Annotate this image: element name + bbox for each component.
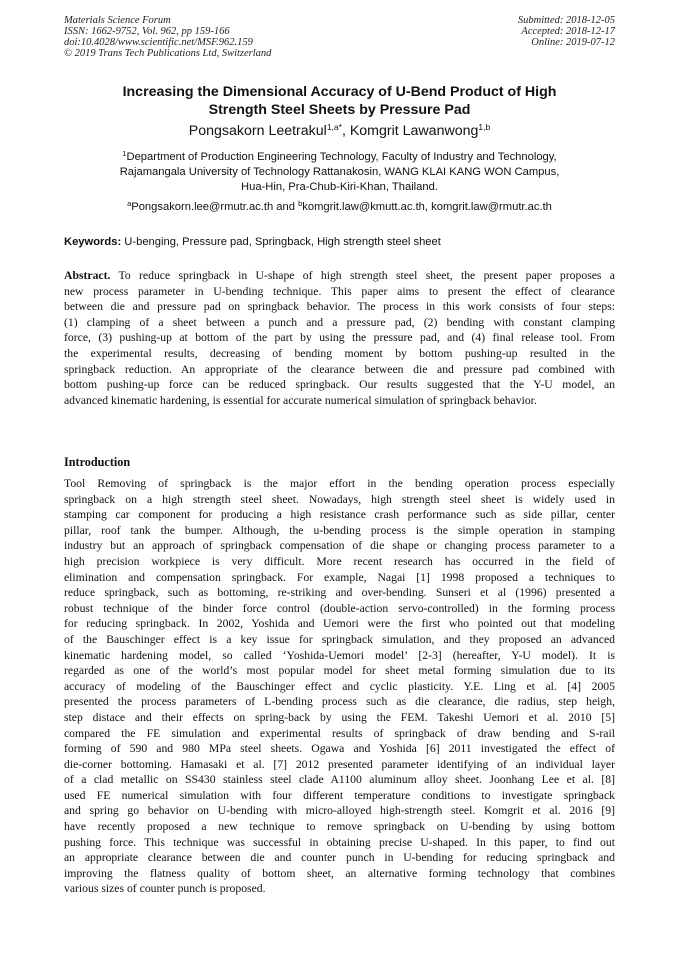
author-list: [64, 122, 615, 140]
paragraph-line: pushing force. This technique was successful in obtaining precise U-shaped. In this paper, to find out: [64, 835, 615, 849]
submission-dates: [518, 15, 615, 48]
affiliation: [64, 150, 615, 195]
abstract-line: [64, 268, 615, 284]
abstract-line-text: To reduce springback in U-shape of high strength steel sheet, the present paper proposes a: [110, 269, 615, 282]
paragraph-line: for reducing springback. In 2002, Yoshida and Uemori were the first who pointed out that modeling: [64, 617, 615, 631]
paragraph-line: accuracy of modeling of the Bauschinger effect and cyclic plasticity. Y.E. Ling et al. [4] 2005: [64, 679, 615, 693]
accepted-date: Accepted: 2018-12-17: [521, 26, 615, 37]
online-date: Online: 2019-07-12: [531, 37, 615, 48]
paragraph-line: have recently proposed a new technique to remove springback on U-bending by using bottom: [64, 820, 615, 834]
abstract-line: advanced kinematic hardening, is essential for accurate numerical simulation of springback behavior.: [64, 393, 537, 407]
journal-issn: ISSN: 1662-9752, Vol. 962, pp 159-166: [64, 26, 230, 37]
paragraph-line: Tool Removing of springback is the major effort in the bending operation process especially: [64, 477, 615, 490]
email-a-marker: a: [127, 199, 132, 208]
email-b-marker: b: [298, 199, 303, 208]
author-1-name: Pongsakorn Leetrakul: [188, 123, 327, 139]
abstract-line: force, (3) pushing-up at bottom of the part by using the pressure pad, and (4) final release tool. From: [64, 331, 615, 345]
paragraph-line: springback on a high strength steel sheet. Nowadays, high strength steel sheet is widely used in: [64, 492, 615, 506]
author-1-affiliation-marker: 1,a*: [326, 122, 342, 132]
email-b: komgrit.law@kmutt.ac.th, komgrit.law@rmutr.ac.th: [302, 201, 552, 213]
keywords: [64, 235, 615, 250]
email-a: Pongsakorn.lee@rmutr.ac.th: [131, 201, 274, 213]
paragraph-line: kinematic hardening model, so called ‘Yoshida-Uemori model’ [2-3] (hereafter, Y-U model). It is: [64, 648, 615, 662]
paragraph-line: improving the flatness quality of bottom sheet, an alternative forming technology that combines: [64, 866, 615, 880]
abstract: [64, 268, 615, 408]
journal-name: Materials Science Forum: [64, 15, 171, 26]
title-line-2: Strength Steel Sheets by Pressure Pad: [208, 102, 471, 118]
introduction-section: [64, 454, 615, 897]
keywords-label: Keywords:: [64, 236, 122, 248]
section-heading: Introduction: [64, 455, 131, 469]
author-2-name: Komgrit Lawanwong: [349, 123, 479, 139]
paragraph-line: of the Bauschinger effect is a key issue for springback simulation, and they proposed an advanced: [64, 632, 615, 646]
affiliation-line-1: [64, 150, 615, 165]
abstract-line: between die and pressure pad on springback behavior. The process in this work consists of four steps:: [64, 300, 615, 314]
email-joiner: and: [273, 201, 299, 213]
paragraph-line: reduce springback, such as bottoming, re-striking and over-bending. Sunseri et al (1996) presented a: [64, 586, 615, 600]
abstract-line: new process parameter in U-bending technique. This paper aims to present the effect of clearance: [64, 284, 615, 298]
paragraph-line: stamping car component for producing a high resistance crash performance such as side pillar, center: [64, 508, 615, 522]
paragraph-line: and spring go behavior on U-bending with micro-alloyed high-strength steel. Komgrit et al. 2016 [9]: [64, 804, 615, 818]
abstract-line: bottom pushing-up force can be reduced springback. Our results suggested that the Y-U model, an: [64, 378, 615, 392]
paragraph-line: presented the process parameters of L-bending process such as die clearance, die radius, step heigh,: [64, 695, 615, 709]
abstract-line: springback reduction. An appropriate of the clearance between die and pressure pad combined with: [64, 362, 615, 376]
abstract-line: (1) clamping of a sheet between a punch and a pressure pad, (2) bending with constant clamping: [64, 315, 615, 329]
author-emails: [64, 200, 615, 215]
affiliation-line-1-text: Department of Production Engineering Technology, Faculty of Industry and Technology,: [126, 151, 557, 163]
paragraph-line: industry but an approach of springback compensation of die shape or changing process parameter to a: [64, 539, 615, 553]
paragraph-line: of a clad metallic on SS430 stainless steel clade A1100 aluminum alloy sheet. Joonhang Lee et al. [8]: [64, 773, 615, 787]
paragraph-line: high precision workpiece is very difficult. More recent research has occurred in the field of: [64, 554, 615, 568]
keywords-text: U-benging, Pressure pad, Springback, High strength steel sheet: [121, 236, 441, 248]
paragraph-line: pillar, roof tank the bumper. Although, the u-bending process is the simple operation in stamping: [64, 523, 615, 537]
title-line-1: Increasing the Dimensional Accuracy of U-Bend Product of High: [122, 84, 557, 100]
paragraph-line: robust technique of the binder force control (double-action servo-controlled) in the forming process: [64, 601, 615, 615]
abstract-label: Abstract.: [64, 269, 111, 282]
paragraph-line: an appropriate clearance between die and counter punch in U-bending for reducing springback and: [64, 851, 615, 865]
affiliation-line-2: Rajamangala University of Technology Rattanakosin, WANG KLAI KANG WON Campus,: [119, 166, 560, 178]
paper-title: [64, 83, 615, 119]
paragraph-line: step distace and their effects on spring-back by using the FEM. Takeshi Uemori et al. 2010 [5]: [64, 710, 615, 724]
affiliation-line-3: Hua-Hin, Pra-Chub-Kiri-Khan, Thailand.: [241, 181, 438, 193]
paragraph-line: various sizes of counter punch is proposed.: [64, 882, 266, 896]
paragraph-line: elimination and compensation springback. For example, Nagai [1] 1998 proposed a techniques to: [64, 570, 615, 584]
author-separator: ,: [341, 123, 350, 139]
submitted-date: Submitted: 2018-12-05: [517, 15, 615, 26]
abstract-line: the experimental results, decreasing of bending moment by bottom pushing-up resulted in the: [64, 346, 615, 360]
paragraph-line: regarded as one of the world’s most popular model for sheet metal forming simulation due to its: [64, 664, 615, 678]
paragraph-line: die-corner bottoming. Hamasaki et al. [7] 2012 presented parameter identifying of an individual layer: [64, 757, 615, 771]
paragraph-line: compared the FE simulation and experimental results of springback of draw bending and S-rail: [64, 726, 615, 740]
paragraph-line: used FE numerical simulation with four different temperature conditions to investigate springback: [64, 788, 615, 802]
journal-doi: doi:10.4028/www.scientific.net/MSF.962.159: [64, 37, 253, 48]
paragraph-line: forming of 590 and 980 MPa steel sheets. Ogawa and Yoshida [6] 2011 investigated the effect of: [64, 742, 615, 756]
journal-info: [64, 15, 271, 59]
author-2-affiliation-marker: 1,b: [478, 122, 491, 132]
affiliation-marker: 1: [122, 149, 127, 158]
journal-copyright: © 2019 Trans Tech Publications Ltd, Switzerland: [64, 48, 272, 59]
